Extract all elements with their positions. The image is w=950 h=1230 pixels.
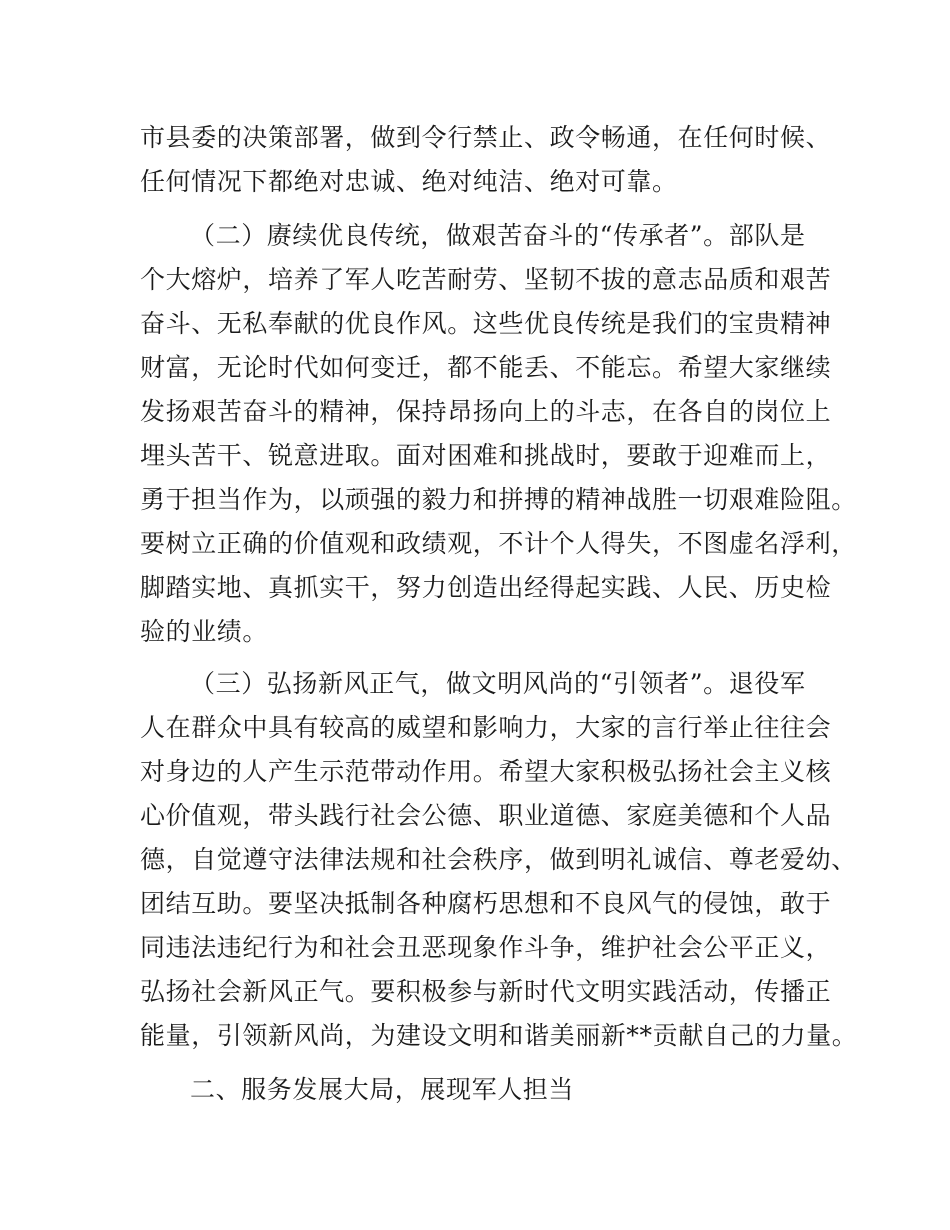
paragraph-line: 德，自觉遵守法律法规和社会秩序，做到明礼诚信、尊老爱幼、 <box>140 845 857 874</box>
paragraph-line: 个大熔炉，培养了军人吃苦耐劳、坚韧不拔的意志品质和艰苦 <box>140 265 832 294</box>
section-three-first-line: （三）弘扬新风正气，做文明风尚的“引领者”。退役军 <box>190 669 806 698</box>
paragraph-line: 脚踏实地、真抓实干，努力创造出经得起实践、人民、历史检 <box>140 573 832 602</box>
paragraph-line: 财富，无论时代如何变迁，都不能丢、不能忘。希望大家继续 <box>140 353 832 382</box>
paragraph-line: 同违法违纪行为和社会丑恶现象作斗争，维护社会公平正义， <box>140 933 832 962</box>
paragraph-line: 心价值观，带头践行社会公德、职业道德、家庭美德和个人品 <box>140 801 832 830</box>
paragraph-line: 埋头苦干、锐意进取。面对困难和挑战时，要敢于迎难而上， <box>140 441 832 470</box>
paragraph-line: 能量，引领新风尚，为建设文明和谐美丽新**贡献自己的力量。 <box>140 1021 858 1050</box>
paragraph-line: 发扬艰苦奋斗的精神，保持昂扬向上的斗志，在各自的岗位上 <box>140 397 832 426</box>
section-heading: 二、服务发展大局，展现军人担当 <box>190 1075 575 1104</box>
paragraph-line: 任何情况下都绝对忠诚、绝对纯洁、绝对可靠。 <box>140 167 678 196</box>
paragraph-line: 验的业绩。 <box>140 617 269 646</box>
section-two-first-line: （二）赓续优良传统，做艰苦奋斗的“传承者”。部队是 <box>190 221 806 250</box>
paragraph-line: 要树立正确的价值观和政绩观，不计个人得失，不图虚名浮利， <box>140 529 857 558</box>
paragraph-line: 奋斗、无私奉献的优良作风。这些优良传统是我们的宝贵精神 <box>140 309 832 338</box>
paragraph-line: 人在群众中具有较高的威望和影响力，大家的言行举止往往会 <box>140 713 832 742</box>
paragraph-line: 勇于担当作为，以顽强的毅力和拼搏的精神战胜一切艰难险阻。 <box>140 485 857 514</box>
paragraph-line: 团结互助。要坚决抵制各种腐朽思想和不良风气的侵蚀，敢于 <box>140 889 832 918</box>
paragraph-line: 市县委的决策部署，做到令行禁止、政令畅通，在任何时候、 <box>140 123 832 152</box>
paragraph-line: 弘扬社会新风正气。要积极参与新时代文明实践活动，传播正 <box>140 977 832 1006</box>
paragraph-line: 对身边的人产生示范带动作用。希望大家积极弘扬社会主义核 <box>140 757 832 786</box>
